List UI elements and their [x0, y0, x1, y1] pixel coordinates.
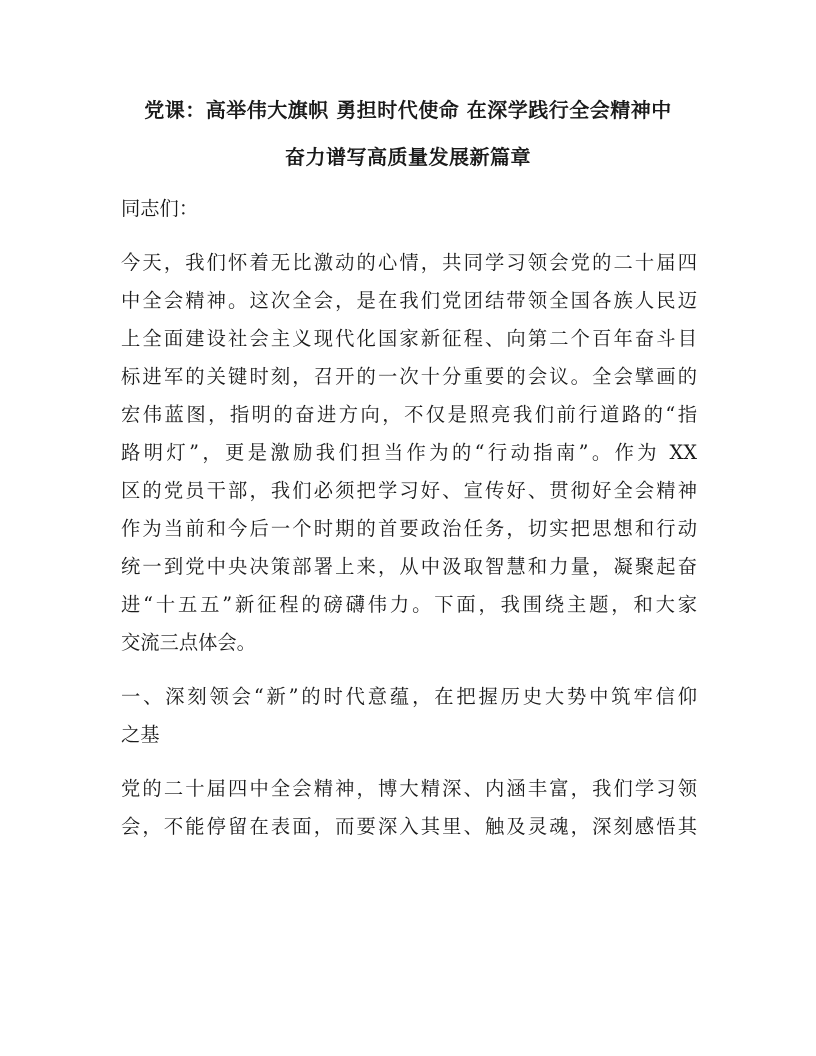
intro-line: 进“十五五”新征程的磅礴伟力。下面，我围绕主题，和大家 — [121, 593, 697, 616]
intro-line: 中全会精神。这次全会，是在我们党团结带领全国各族人民迈 — [121, 289, 697, 312]
intro-line: 今天，我们怀着无比激动的心情，共同学习领会党的二十届四 — [121, 251, 697, 274]
intro-line: 交流三点体会。 — [121, 631, 256, 654]
intro-line: 标进军的关键时刻，召开的一次十分重要的会议。全会擘画的 — [121, 365, 697, 388]
intro-line: 区的党员干部，我们必须把学习好、宣传好、贯彻好全会精神 — [121, 479, 697, 502]
intro-line: 上全面建设社会主义现代化国家新征程、向第二个百年奋斗目 — [121, 327, 697, 350]
body-line: 党的二十届四中全会精神，博大精深、内涵丰富，我们学习领 — [121, 777, 697, 800]
body-line: 会，不能停留在表面，而要深入其里、触及灵魂，深刻感悟其 — [121, 815, 697, 838]
document-title-line-1: 党课：高举伟大旗帜 勇担时代使命 在深学践行全会精神中 — [144, 98, 672, 122]
document-title-line-2: 奋力谱写高质量发展新篇章 — [285, 145, 531, 169]
section-heading-line: 之基 — [121, 723, 160, 746]
intro-line: 宏伟蓝图，指明的奋进方向，不仅是照亮我们前行道路的“指 — [121, 403, 697, 426]
intro-line: 路明灯”，更是激励我们担当作为的“行动指南”。作为 XX — [121, 441, 697, 464]
intro-line: 作为当前和今后一个时期的首要政治任务，切实把思想和行动 — [121, 517, 697, 540]
salutation: 同志们： — [121, 197, 199, 220]
section-heading-line: 一、深刻领会“新”的时代意蕴，在把握历史大势中筑牢信仰 — [121, 685, 697, 708]
intro-line: 统一到党中央决策部署上来，从中汲取智慧和力量，凝聚起奋 — [121, 555, 697, 578]
